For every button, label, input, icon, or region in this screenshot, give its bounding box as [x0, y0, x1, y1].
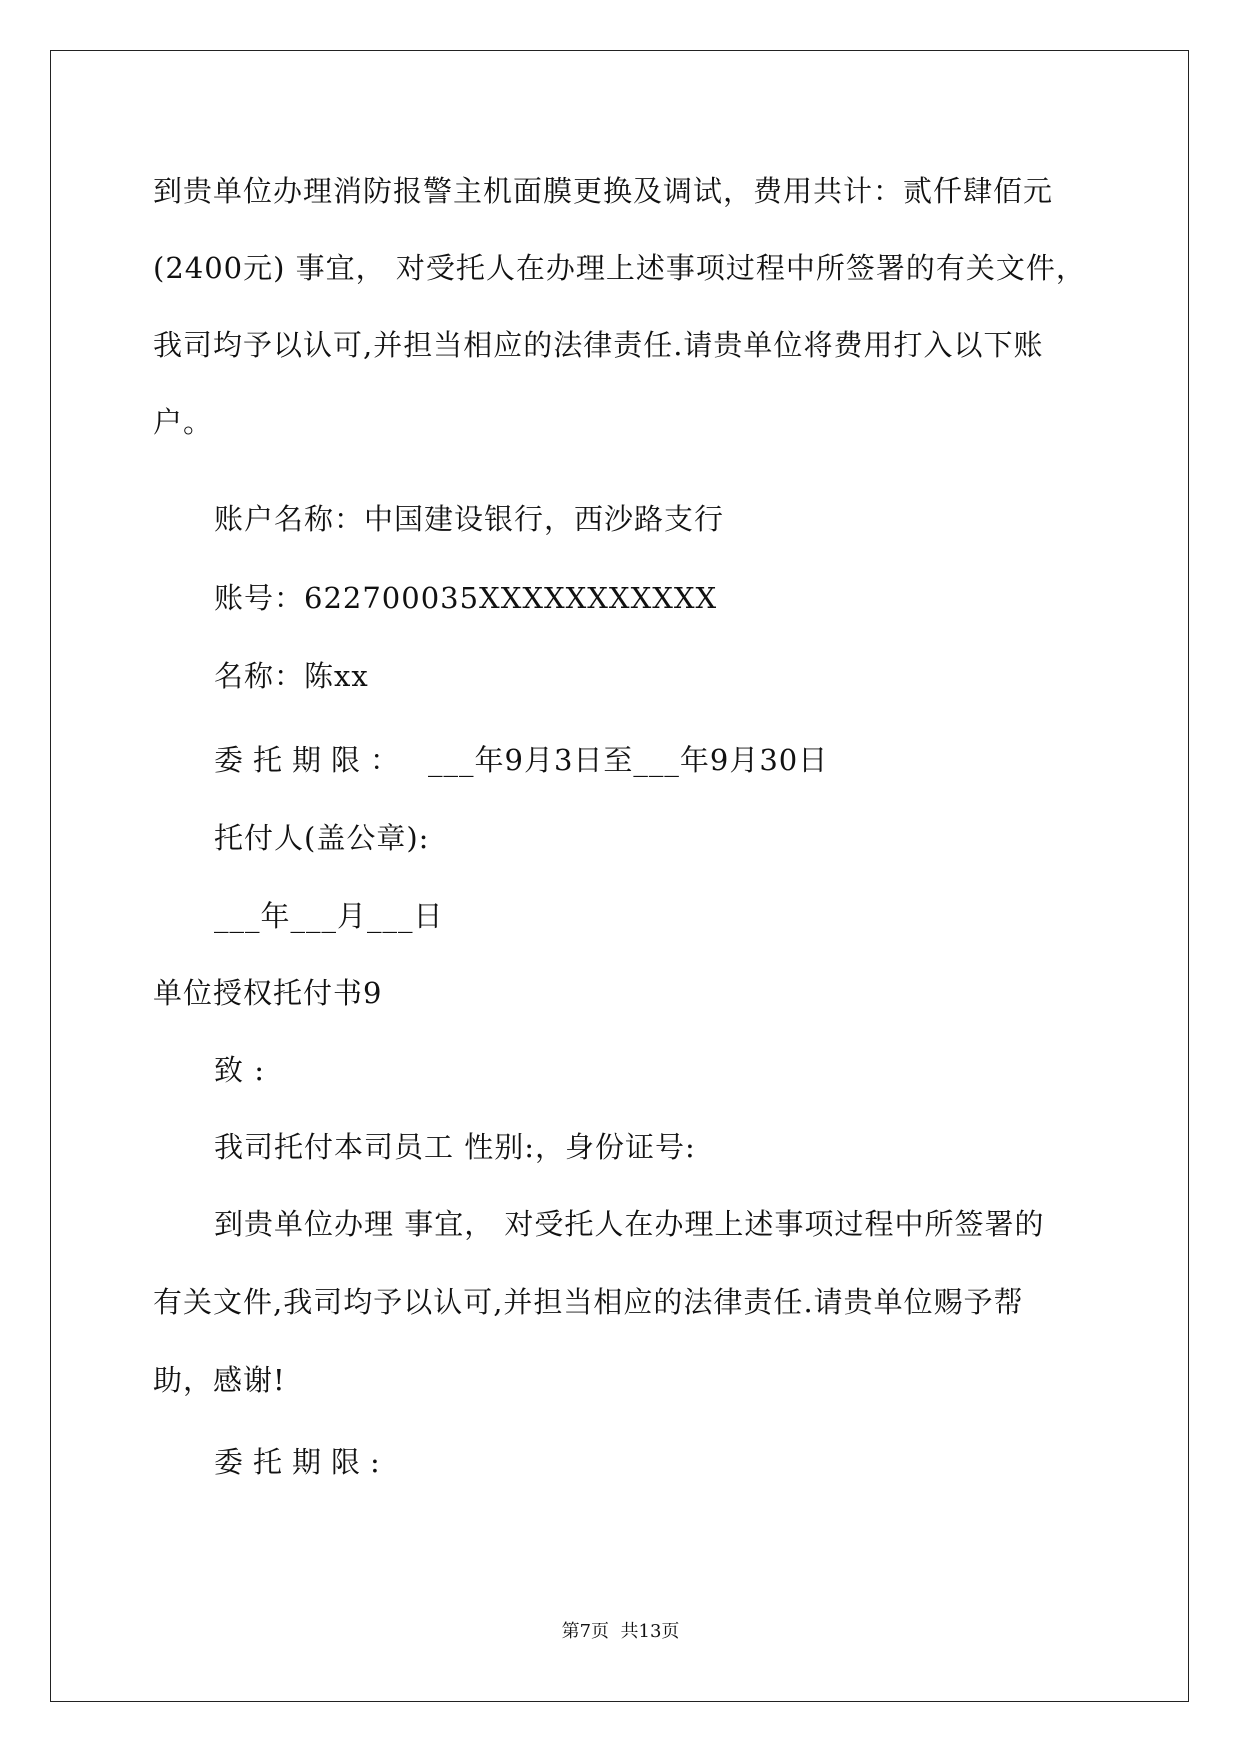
entrust-period-label: 委托期限：: [214, 743, 410, 777]
body-line-1: 到贵单位办理消防报警主机面膜更换及调试，费用共计：贰仟肆佰元: [153, 174, 1054, 208]
date-line: ___年___月___日: [214, 899, 444, 933]
holder-name-line: 名称：陈xx: [214, 659, 369, 693]
body-line-3: 我司均予以认可,并担当相应的法律责任.请贵单位将费用打入以下账: [153, 328, 1044, 362]
account-number-line: 账号：622700035XXXXXXXXXXX: [214, 581, 718, 615]
account-name-line: 账户名称：中国建设银行，西沙路支行: [214, 502, 725, 536]
body2-line-2: 有关文件,我司均予以认可,并担当相应的法律责任.请贵单位赐予帮: [153, 1285, 1024, 1319]
to-line: 致 :: [214, 1053, 265, 1087]
body-line-2: (2400元) 事宜， 对受托人在办理上述事项过程中所签署的有关文件，: [153, 251, 1086, 285]
body2-line-1: 到贵单位办理 事宜， 对受托人在办理上述事项过程中所签署的: [214, 1207, 1045, 1241]
section-title: 单位授权托付书9: [153, 976, 383, 1010]
entrust-period-label-2: 委托期限:: [214, 1445, 390, 1479]
employee-line: 我司托付本司员工 性别:，身份证号:: [214, 1130, 696, 1164]
entrust-period-value: ___年9月3日至___年9月30日: [428, 743, 829, 777]
entruster-seal-line: 托付人(盖公章):: [214, 821, 430, 855]
body-line-4: 户。: [153, 405, 214, 439]
body2-line-3: 助，感谢!: [153, 1363, 286, 1397]
page-number: 第7页 共13页: [561, 1621, 680, 1642]
